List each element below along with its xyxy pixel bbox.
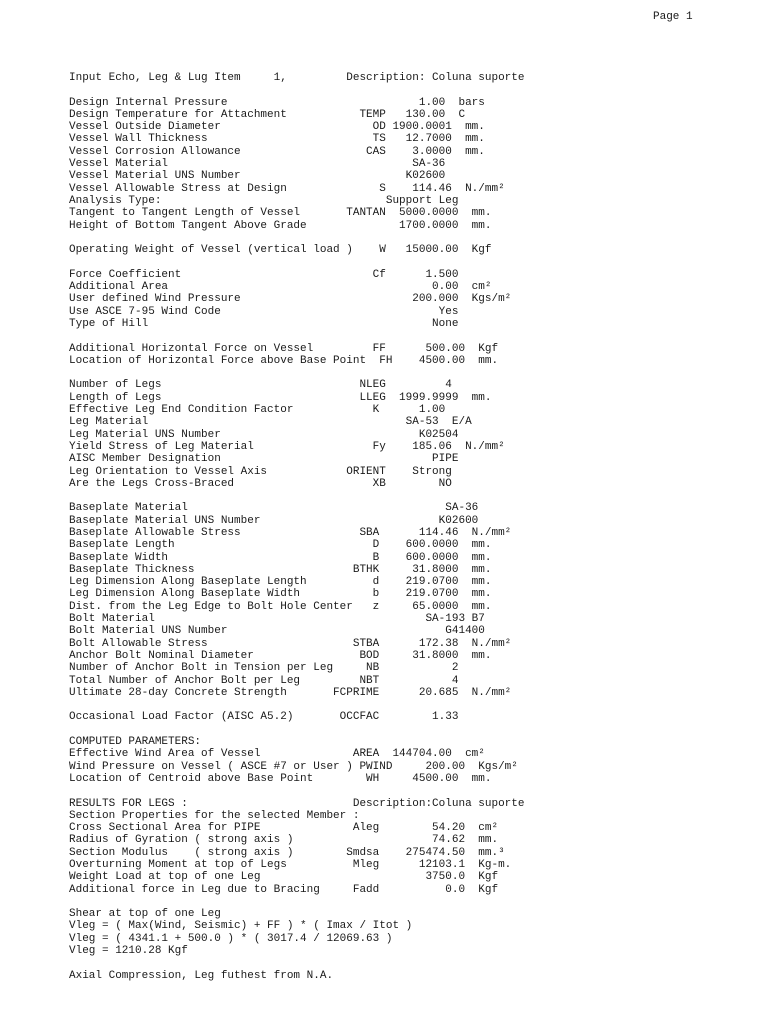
report-line: Baseplate Material SA-36 (69, 502, 479, 515)
report-line: Bolt Material SA-193 B7 (69, 613, 485, 626)
report-line (69, 699, 524, 711)
report-line: Additional Horizontal Force on Vessel FF 500.00 Kgf (69, 342, 499, 355)
report-line: Baseplate Material UNS Number K02600 (69, 514, 479, 527)
report-line (69, 724, 524, 736)
report-line: Input Echo, Leg & Lug Item 1, Description: Coluna suporte (69, 72, 525, 84)
report-line: Additional Area 0.00 cm² (69, 281, 492, 294)
report-line: Design Internal Pressure 1.00 bars (69, 96, 485, 109)
report-line: Analysis Type: Support Leg (69, 194, 459, 207)
report-line: Overturning Moment at top of Legs Mleg 12103.1 Kg-m. (69, 859, 512, 871)
report-line: Location of Horizontal Force above Base Point FH 4500.00 mm. (69, 354, 499, 367)
report-line: Vessel Material SA-36 (69, 158, 446, 171)
report-line: Occasional Load Factor (AISC A5.2) OCCFAC 1.33 (69, 711, 459, 724)
report-line: AISC Member Designation PIPE (69, 453, 459, 466)
report-line: Type of Hill None (69, 317, 459, 330)
report-line: Vessel Outside Diameter OD 1900.0001 mm. (69, 121, 485, 134)
report-line: Location of Centroid above Base Point WH 4500.00 mm. (69, 772, 492, 785)
report-line (69, 957, 524, 969)
report-line: Radius of Gyration ( strong axis ) 74.62 mm. (69, 834, 499, 847)
report-line: Design Temperature for Attachment TEMP 130.00 C (69, 108, 466, 121)
report-line: Leg Material UNS Number K02504 (69, 428, 459, 441)
report-body (69, 72, 524, 982)
report-line (69, 84, 524, 96)
report-line: Cross Sectional Area for PIPE Aleg 54.20 cm² (69, 822, 499, 835)
report-line: Operating Weight of Vessel (vertical load ) W 15000.00 Kgf (69, 244, 492, 257)
report-line (69, 367, 524, 379)
report-line: Yield Stress of Leg Material Fy 185.06 N./mm² (69, 440, 505, 453)
report-line (69, 256, 524, 268)
report-line: Number of Anchor Bolt in Tension per Leg NB 2 (69, 662, 459, 675)
report-line: User defined Wind Pressure 200.000 Kgs/m² (69, 293, 512, 306)
report-line: Force Coefficient Cf 1.500 (69, 268, 459, 281)
report-line: Vessel Wall Thickness TS 12.7000 mm. (69, 133, 485, 146)
report-line: Ultimate 28-day Concrete Strength FCPRIME 20.685 N./mm² (69, 686, 512, 699)
report-line (69, 232, 524, 244)
report-line: Tangent to Tangent Length of Vessel TANTAN 5000.0000 mm. (69, 207, 492, 220)
report-line (69, 896, 524, 908)
report-line: Baseplate Thickness BTHK 31.8000 mm. (69, 563, 492, 576)
report-line (69, 330, 524, 342)
report-line: Use ASCE 7-95 Wind Code Yes (69, 305, 459, 318)
report-line: Leg Orientation to Vessel Axis ORIENT Strong (69, 465, 452, 478)
report-line: Weight Load at top of one Leg 3750.0 Kgf (69, 871, 499, 884)
report-line (69, 490, 524, 502)
report-line: Leg Dimension Along Baseplate Width b 219.0700 mm. (69, 588, 492, 601)
report-line: Effective Leg End Condition Factor K 1.00 (69, 404, 446, 417)
report-line: Leg Material SA-53 E/A (69, 416, 472, 429)
report-line: RESULTS FOR LEGS : Description:Coluna suporte (69, 797, 525, 810)
report-line: Wind Pressure on Vessel ( ASCE #7 or User ) PWIND 200.00 Kgs/m² (69, 760, 518, 773)
report-line: Vessel Corrosion Allowance CAS 3.0000 mm. (69, 145, 485, 158)
report-line: Leg Dimension Along Baseplate Length d 219.0700 mm. (69, 576, 492, 589)
report-line: Vleg = 1210.28 Kgf (69, 945, 188, 958)
report-line: Baseplate Allowable Stress SBA 114.46 N./mm² (69, 526, 512, 539)
report-line (69, 785, 524, 797)
report-line: Height of Bottom Tangent Above Grade 1700.0000 mm. (69, 219, 492, 232)
report-line: Axial Compression, Leg futhest from N.A. (69, 969, 334, 982)
report-line: Vleg = ( Max(Wind, Seismic) + FF ) * ( Imax / Itot ) (69, 920, 413, 933)
report-line: Bolt Allowable Stress STBA 172.38 N./mm² (69, 637, 512, 650)
report-line: Vessel Material UNS Number K02600 (69, 170, 446, 183)
report-line: Additional force in Leg due to Bracing Fadd 0.0 Kgf (69, 883, 499, 896)
report-line: Effective Wind Area of Vessel AREA 144704.00 cm² (69, 748, 485, 761)
report-line: Shear at top of one Leg (69, 908, 221, 921)
page-number: Page 1 (653, 11, 693, 23)
report-line: Length of Legs LLEG 1999.9999 mm. (69, 391, 492, 404)
report-line: Vleg = ( 4341.1 + 500.0 ) * ( 3017.4 / 12069.63 ) (69, 932, 393, 945)
report-line: Section Modulus ( strong axis ) Smdsa 275474.50 mm.³ (69, 846, 505, 859)
report-line: Anchor Bolt Nominal Diameter BOD 31.8000 mm. (69, 649, 492, 662)
report-line: Vessel Allowable Stress at Design S 114.46 N./mm² (69, 182, 505, 195)
report-line: COMPUTED PARAMETERS: (69, 736, 202, 749)
report-line: Total Number of Anchor Bolt per Leg NBT 4 (69, 674, 459, 687)
report-line: Are the Legs Cross-Braced XB NO (69, 477, 452, 490)
report-line: Baseplate Width B 600.0000 mm. (69, 551, 492, 564)
report-line: Number of Legs NLEG 4 (69, 379, 452, 392)
report-line: Bolt Material UNS Number G41400 (69, 625, 485, 638)
report-line: Section Properties for the selected Member : (69, 809, 360, 822)
report-line: Dist. from the Leg Edge to Bolt Hole Center z 65.0000 mm. (69, 600, 492, 613)
report-line: Baseplate Length D 600.0000 mm. (69, 539, 492, 552)
